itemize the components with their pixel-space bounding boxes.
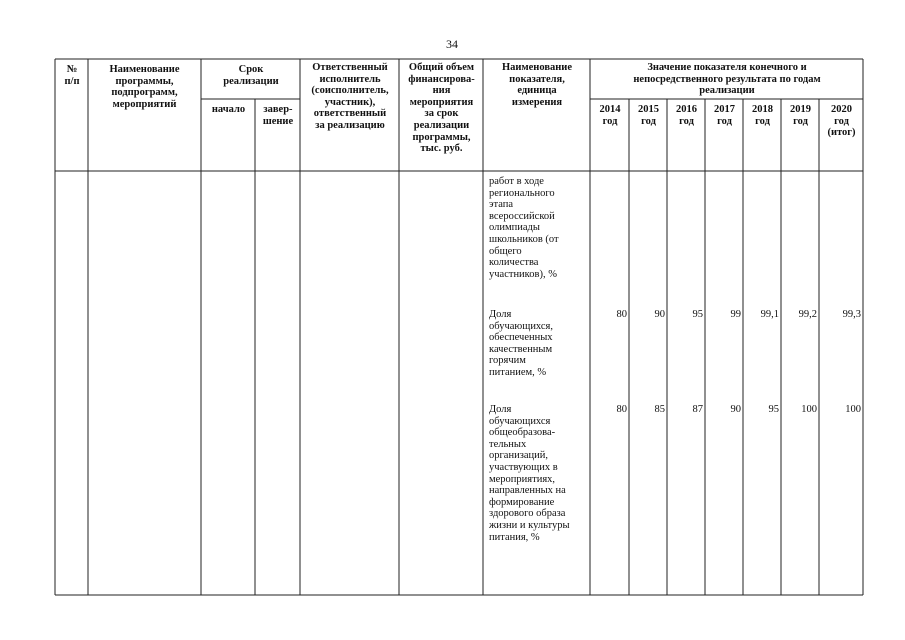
indicator-text: Доля обучающихся общеобразова- тельных организаций, участвующих в мероприятиях, направленных на формирование здорового образа жизни и культуры питания, % [489,404,570,543]
header-start: начало [211,104,246,115]
value-2017: 99 [730,309,741,320]
header-year-2015: 2015 год [638,104,659,127]
value-2014: 80 [616,309,627,320]
header-executor: Ответственный исполнитель (соисполнитель, участник), ответственный за реализацию [311,62,389,131]
indicator-text: Доля обучающихся, обеспеченных качественным горячим питанием, % [489,309,553,378]
value-2015: 85 [654,404,665,415]
value-2019: 100 [801,404,817,415]
header-year-2014: 2014 год [599,104,621,127]
value-2016: 95 [692,309,703,320]
page-number: 34 [446,37,458,51]
value-2018: 99,1 [760,309,779,320]
value-2018: 95 [768,404,779,415]
value-2020: 99,3 [842,309,861,320]
header-financing: Общий объем финансирова- ния мероприятия за срок реализации программы, тыс. руб. [408,62,475,155]
header-number: № п/п [64,64,80,87]
header-term: Срок реализации [223,64,279,87]
header-program-name: Наименование программы, подпрограмм, мероприятий [109,64,180,110]
header-year-2017: 2017 год [714,104,735,127]
value-2014: 80 [616,404,627,415]
indicator-text: работ в ходе регионального этапа всероссийской олимпиады школьников (от общего количества участников), % [489,176,559,280]
header-year-2020: 2020 год (итог) [827,104,856,139]
header-indicator: Наименование показателя, единица измерения [502,62,572,108]
header-year-2016: 2016 год [676,104,697,127]
value-2015: 90 [654,309,665,320]
header-year-2018: 2018 год [752,104,773,127]
value-2016: 87 [692,404,703,415]
value-2019: 99,2 [798,309,817,320]
header-values: Значение показателя конечного и непосредственного результата по годам реализации [633,62,821,97]
value-2020: 100 [845,404,861,415]
header-end: завер- шение [262,104,294,127]
header-year-2019: 2019 год [790,104,811,127]
value-2017: 90 [730,404,741,415]
